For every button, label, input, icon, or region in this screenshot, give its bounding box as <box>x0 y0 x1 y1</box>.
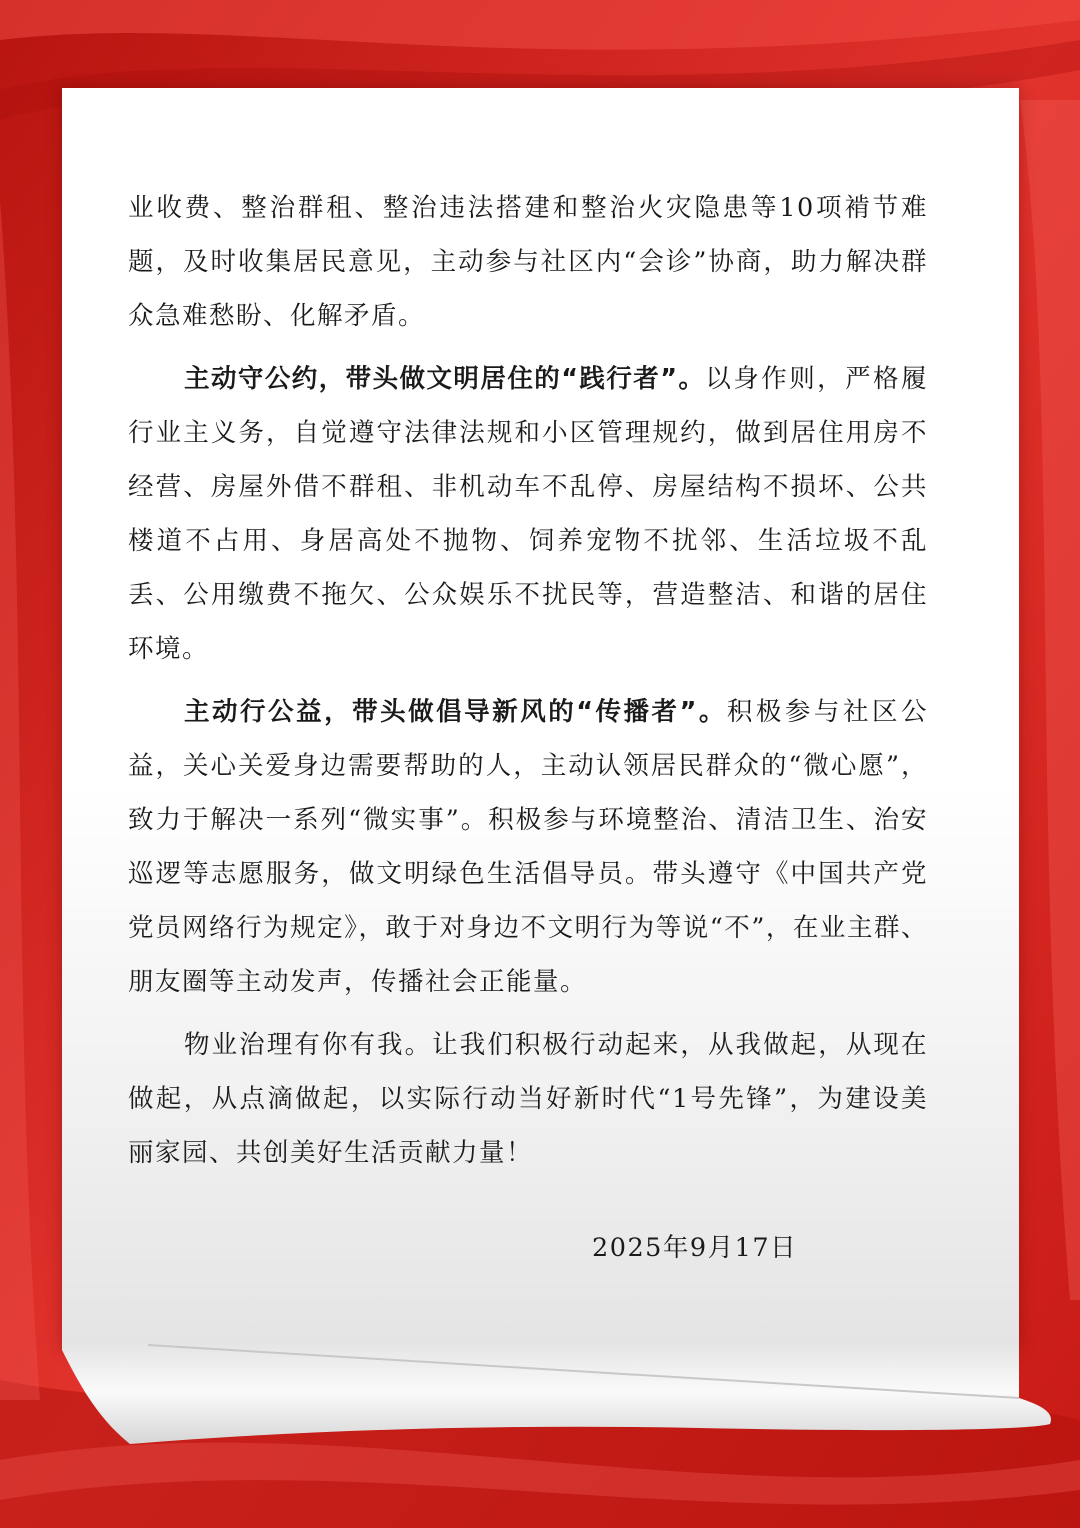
letter-body <box>128 181 928 1189</box>
paragraph-text: 以身作则，严格履行业主义务，自觉遵守法律法规和小区管理规约，做到居住用房不经营、房屋外借不群租、非机动车不乱停、房屋结构不损坏、公共楼道不占用、身居高处不抛物、饲养宠物不扰邻、生活垃圾不乱丢、公用缴费不拖欠、公众娱乐不扰民等，营造整洁、和谐的居住环境。 <box>128 364 928 664</box>
paragraph-heading: 主动守公约，带头做文明居住的“践行者”。 <box>184 364 706 394</box>
paragraph-text: 物业治理有你有我。让我们积极行动起来，从我做起，从现在做起，从点滴做起，以实际行动当好新时代“1号先锋”，为建设美丽家园、共创美好生活贡献力量！ <box>128 1030 928 1168</box>
paragraph-text: 业收费、整治群租、整治违法搭建和整治火灾隐患等10项褃节难题，及时收集居民意见，主动参与社区内“会诊”协商，助力解决群众急难愁盼、化解矛盾。 <box>128 193 928 331</box>
paragraph-continued <box>128 181 928 343</box>
paragraph-heading: 主动行公益，带头做倡导新风的“传播者”。 <box>184 697 727 727</box>
letter-date: 2025年9月17日 <box>592 1233 798 1263</box>
paragraph-text: 积极参与社区公益，关心关爱身边需要帮助的人，主动认领居民群众的“微心愿”，致力于解决一系列“微实事”。积极参与环境整治、清洁卫生、治安巡逻等志愿服务，做文明绿色生活倡导员。带头遵守《中国共产党党员网络行为规定》，敢于对身边不文明行为等说“不”，在业主群、朋友圈等主动发声，传播社会正能量。 <box>128 697 928 997</box>
paragraph-closing <box>128 1018 928 1180</box>
paragraph-code-of-conduct <box>128 352 928 676</box>
paragraph-public-welfare <box>128 685 928 1009</box>
